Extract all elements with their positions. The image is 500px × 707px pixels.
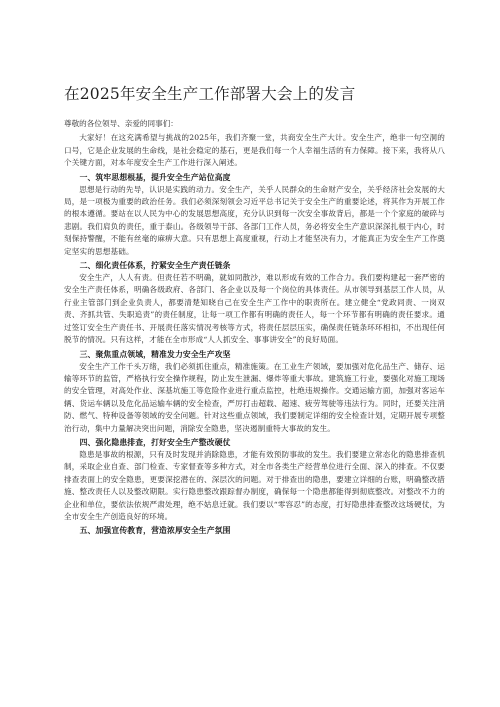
section-paragraph: 安全生产，人人有责。但责任若不明确，就如同散沙，难以形成有效的工作合力。我们要构建起一套严密的安全生产责任体系，明确各级政府、各部门、各企业以及每一个岗位的具体责任。从市领导到基层工作人员，从行业主管部门到企业负责人，都要清楚知晓自己在安全生产工作中的职责所在。建立健全“党政同责、一岗双责、齐抓共管、失职追责”的责任制度，让每一项工作都有明确的责任人，每一个环节都有明确的责任要求。通过签订安全生产责任书、开展责任落实情况考核等方式，将责任层层压实，确保责任链条环环相扣，不出现任何脱节的情况。只有这样，才能在全市形成“人人抓安全、事事讲安全”的良好局面。	[64, 273, 445, 345]
section-paragraph: 隐患是事故的根源，只有及时发现并消除隐患，才能有效预防事故的发生。我们要建立常态化的隐患排查机制，采取企业自查、部门检查、专家督查等多种方式，对全市各类生产经营单位进行全面、深入的排查。不仅要排查表面上的安全隐患，更要深挖潜在的、深层次的问题。对于排查出的隐患，要建立详细的台账，明确整改措施、整改责任人以及整改期限。实行隐患整改跟踪督办制度，确保每一个隐患都能得到彻底整改。对整改不力的企业和单位，要依法依规严肃处理，绝不姑息迁就。我们要以“零容忍”的态度，打好隐患排查整改这场硬仗，为全市安全生产创造良好的环境。	[64, 449, 445, 521]
section-heading: 三、聚焦重点领域，精准发力安全生产攻坚	[79, 349, 231, 359]
section-paragraph: 思想是行动的先导，认识是实践的动力。安全生产，关乎人民群众的生命财产安全，关乎经济社会发展的大局，是一项极为重要的政治任务。我们必须深刻领会习近平总书记关于安全生产的重要论述，将其作为开展工作的根本遵循。要站在以人民为中心的发展思想高度，充分认识到每一次安全事故背后，都是一个个家庭的破碎与悲剧。我们肩负的责任，重于泰山。各级领导干部、各部门工作人员，务必将安全生产意识深深扎根于内心，时刻保持警醒，不能有丝毫的麻痹大意。只有思想上高度重视，行动上才能坚决有力，才能真正为安全生产工作奠定坚实的思想基础。	[64, 184, 445, 256]
section-5	[64, 524, 445, 537]
section-heading: 五、加强宣传教育，营造浓厚安全生产氛围	[79, 526, 231, 536]
section-heading: 二、细化责任体系，拧紧安全生产责任链条	[79, 261, 231, 271]
section-4	[64, 436, 445, 523]
section-2	[64, 259, 445, 346]
section-heading: 四、强化隐患排查，打好安全生产整改硬仗	[79, 437, 231, 447]
section-3	[64, 348, 445, 435]
page-title: 在2025年安全生产工作部署大会上的发言	[64, 85, 356, 103]
section-heading: 一、筑牢思想根基，提升安全生产站位高度	[79, 172, 231, 182]
section-1	[64, 171, 445, 258]
intro-paragraph: 大家好！在这充满希望与挑战的2025年，我们齐聚一堂，共商安全生产大计。安全生产，绝非一句空洞的口号，它是企业发展的生命线，是社会稳定的基石，更是我们每一个人幸福生活的有力保障。接下来，我将从八个关键方面，对本年度安全生产工作进行深入阐述。	[64, 133, 445, 168]
section-paragraph: 安全生产工作千头万绪，我们必须抓住重点，精准施策。在工业生产领域，要加强对危化品生产、储存、运输等环节的监管，严格执行安全操作规程，防止发生泄漏、爆炸等重大事故。建筑施工行业，要强化对施工现场的安全管理，对高处作业、深基坑施工等危险作业进行重点监控，杜绝违规操作。交通运输方面，加强对客运车辆、货运车辆以及危化品运输车辆的安全检查，严厉打击超载、超速、疲劳驾驶等违法行为。同时，还要关注消防、燃气、特种设备等领域的安全问题。针对这些重点领域，我们要制定详细的安全检查计划，定期开展专项整治行动，集中力量解决突出问题，消除安全隐患，坚决遏制重特大事故的发生。	[64, 361, 445, 433]
salutation: 尊敬的各位领导、亲爱的同事们：	[64, 119, 178, 128]
